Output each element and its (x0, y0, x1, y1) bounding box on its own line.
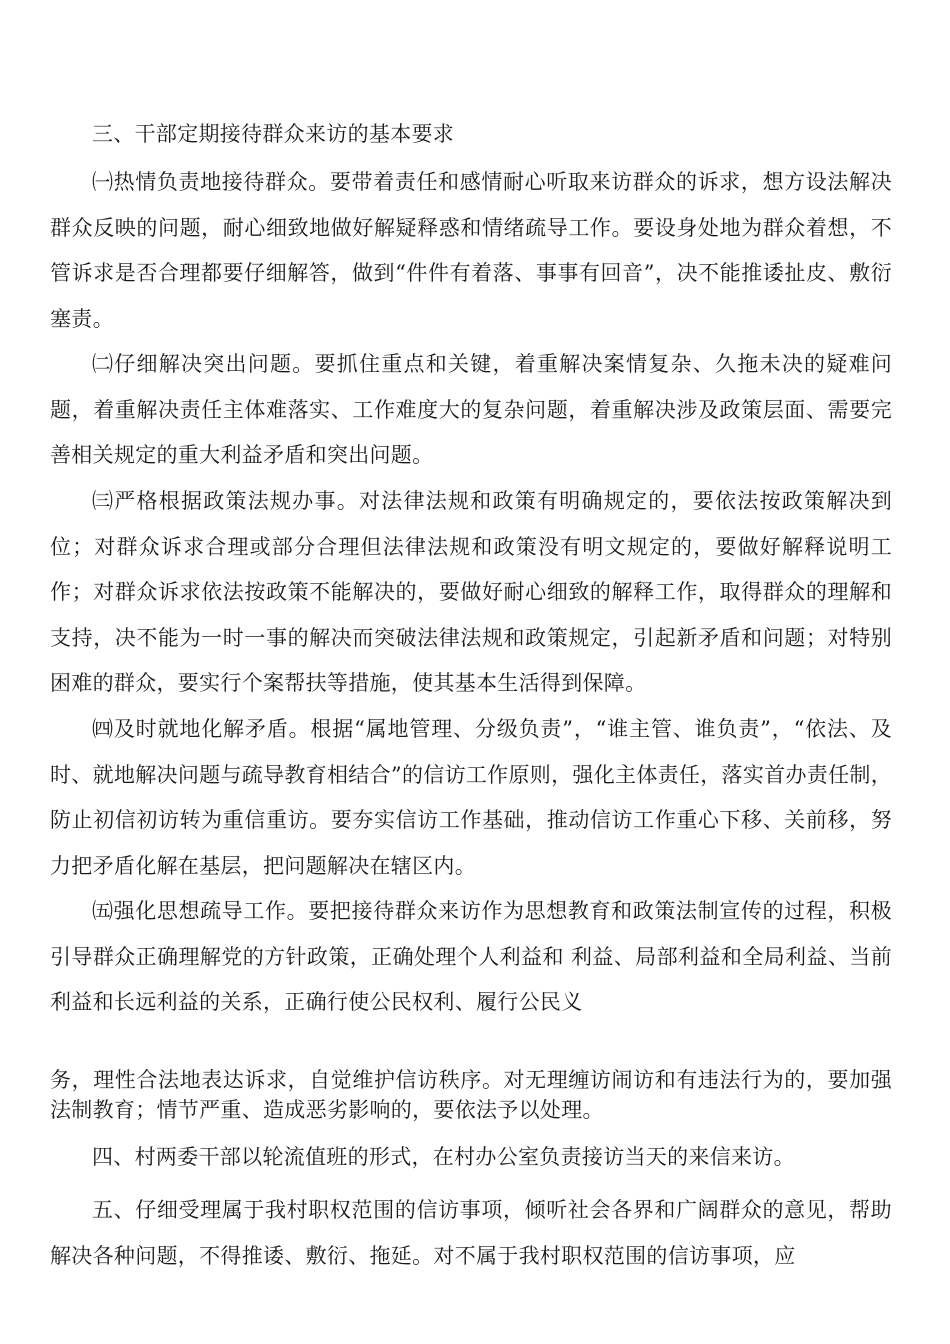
paragraph-4: ㈣及时就地化解矛盾。根据“属地管理、分级负责”，“谁主管、谁负责”，“依法、及时、就地解决问题与疏导教育相结合”的信访工作原则，强化主体责任，落实首办责任制，防止初信初访转为重信重访。要夯实信访工作基础，推动信访工作重心下移、关前移，努力把矛盾化解在基层，把问题解决在辖区内。 (50, 717, 892, 878)
paragraph-3: ㈢严格根据政策法规办事。对法律法规和政策有明确规定的，要依法按政策解决到位；对群众诉求合理或部分合理但法律法规和政策没有明文规定的，要做好解释说明工作；对群众诉求依法按政策不能解决的，要做好耐心细致的解释工作，取得群众的理解和支持，决不能为一时一事的解决而突破法律法规和政策规定，引起新矛盾和问题；对特别困难的群众，要实行个案帮扶等措施，使其基本生活得到保障。 (50, 489, 892, 696)
paragraph-5-continued: 务，理性合法地表达诉求，自觉维护信访秩序。对无理缠访闹访和有违法行为的，要加强法制教育；情节严重、造成恶劣影响的，要依法予以处理。 (50, 1068, 892, 1122)
section-heading-4: 四、村两委干部以轮流值班的形式，在村办公室负责接访当天的来信来访。 (92, 1145, 795, 1169)
paragraph-1: ㈠热情负责地接待群众。要带着责任和感情耐心听取来访群众的诉求，想方设法解决群众反映的问题，耐心细致地做好解疑释惑和情绪疏导工作。要设身处地为群众着想，不管诉求是否合理都要仔细解答，做到“件件有着落、事事有回音”，决不能推诿扯皮、敷衍塞责。 (50, 170, 892, 331)
paragraph-6: 五、仔细受理属于我村职权范围的信访事项，倾听社会各界和广阔群众的意见，帮助解决各种问题，不得推诿、敷衍、拖延。对不属于我村职权范围的信访事项，应 (50, 1198, 892, 1268)
paragraph-2: ㈡仔细解决突出问题。要抓住重点和关键，着重解决案情复杂、久拖未决的疑难问题，着重解决责任主体难落实、工作难度大的复杂问题，着重解决涉及政策层面、需要完善相关规定的重大利益矛盾和突出问题。 (50, 352, 892, 468)
paragraph-5: ㈤强化思想疏导工作。要把接待群众来访作为思想教育和政策法制宣传的过程，积极引导群众正确理解党的方针政策，正确处理个人利益和 利益、局部利益和全局利益、当前利益和长远利益的关系，正确行使公民权利、履行公民义 (50, 899, 892, 1015)
section-heading-3: 三、干部定期接待群众来访的基本要求 (92, 122, 455, 146)
